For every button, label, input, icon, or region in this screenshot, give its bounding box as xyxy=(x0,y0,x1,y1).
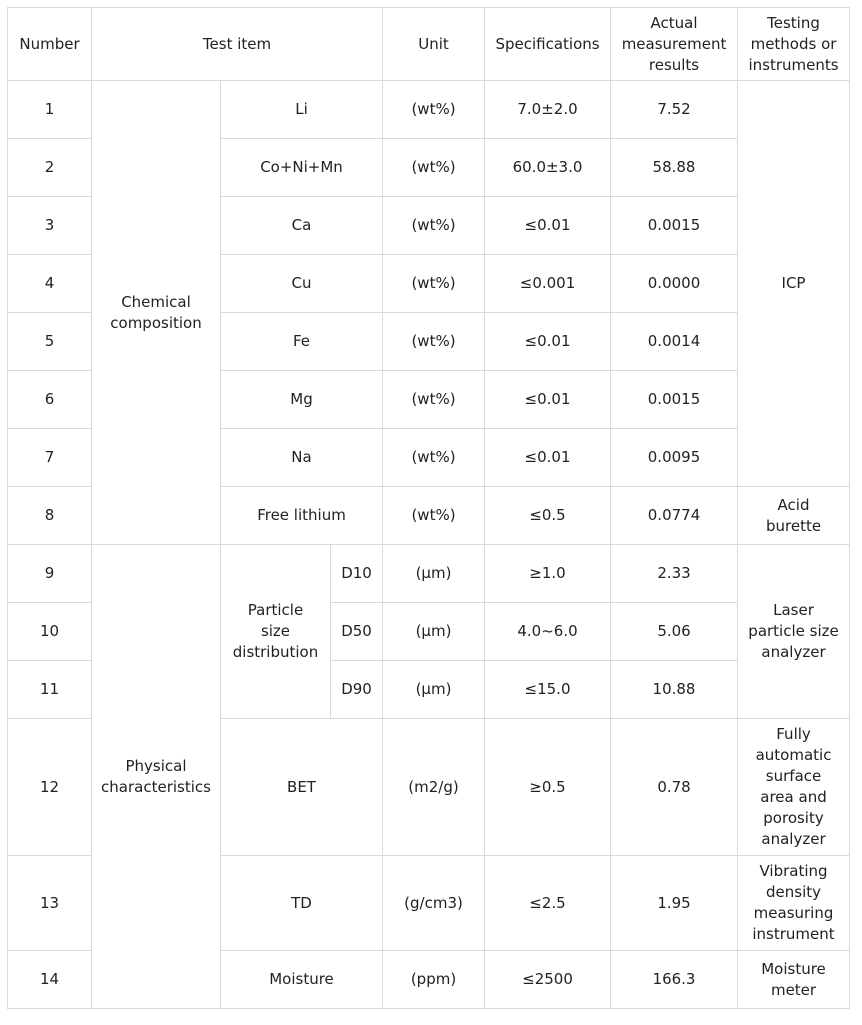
method-icp: ICP xyxy=(738,81,850,487)
measurement-result: 0.0014 xyxy=(611,313,738,371)
specification: ≥1.0 xyxy=(485,545,611,603)
measurement-result: 0.0095 xyxy=(611,429,738,487)
specification: ≤15.0 xyxy=(485,661,611,719)
measurement-result: 2.33 xyxy=(611,545,738,603)
unit: (ppm) xyxy=(383,951,485,1009)
unit: (m2/g) xyxy=(383,719,485,856)
group-particle-size-distribution: Particle size distribution xyxy=(221,545,331,719)
unit: (g/cm3) xyxy=(383,856,485,951)
measurement-result: 0.0774 xyxy=(611,487,738,545)
test-item: Na xyxy=(221,429,383,487)
measurement-result: 1.95 xyxy=(611,856,738,951)
test-item: Free lithium xyxy=(221,487,383,545)
group-chemical-composition: Chemical composition xyxy=(92,81,221,545)
header-test-item: Test item xyxy=(92,8,383,81)
unit: (μm) xyxy=(383,603,485,661)
specification: 60.0±3.0 xyxy=(485,139,611,197)
specification: ≤0.5 xyxy=(485,487,611,545)
specification: 7.0±2.0 xyxy=(485,81,611,139)
method-laser-analyzer: Laser particle size analyzer xyxy=(738,545,850,719)
header-specifications: Specifications xyxy=(485,8,611,81)
measurement-result: 166.3 xyxy=(611,951,738,1009)
specification: ≤0.001 xyxy=(485,255,611,313)
row-number: 9 xyxy=(8,545,92,603)
row-number: 10 xyxy=(8,603,92,661)
row-number: 1 xyxy=(8,81,92,139)
measurement-result: 10.88 xyxy=(611,661,738,719)
measurement-result: 7.52 xyxy=(611,81,738,139)
measurement-result: 0.0015 xyxy=(611,197,738,255)
test-item: D50 xyxy=(331,603,383,661)
row-number: 2 xyxy=(8,139,92,197)
header-number: Number xyxy=(8,8,92,81)
specification: ≥0.5 xyxy=(485,719,611,856)
unit: (wt%) xyxy=(383,429,485,487)
group-physical-characteristics: Physical characteristics xyxy=(92,545,221,1009)
test-results-table xyxy=(7,7,850,1009)
row-number: 12 xyxy=(8,719,92,856)
test-item: Cu xyxy=(221,255,383,313)
unit: (wt%) xyxy=(383,197,485,255)
specification: ≤0.01 xyxy=(485,429,611,487)
measurement-result: 58.88 xyxy=(611,139,738,197)
row-number: 14 xyxy=(8,951,92,1009)
unit: (wt%) xyxy=(383,81,485,139)
row-number: 3 xyxy=(8,197,92,255)
test-item: TD xyxy=(221,856,383,951)
method-moisture-meter: Moisture meter xyxy=(738,951,850,1009)
unit: (μm) xyxy=(383,545,485,603)
method-vibrating-density: Vibrating density measuring instrument xyxy=(738,856,850,951)
row-number: 6 xyxy=(8,371,92,429)
row-number: 4 xyxy=(8,255,92,313)
unit: (μm) xyxy=(383,661,485,719)
header-actual-results: Actual measurement results xyxy=(611,8,738,81)
unit: (wt%) xyxy=(383,487,485,545)
test-item: Fe xyxy=(221,313,383,371)
table-row xyxy=(8,81,850,139)
header-testing-methods: Testing methods or instruments xyxy=(738,8,850,81)
table-row xyxy=(8,545,850,603)
measurement-result: 0.0000 xyxy=(611,255,738,313)
header-unit: Unit xyxy=(383,8,485,81)
test-item: BET xyxy=(221,719,383,856)
test-item: Mg xyxy=(221,371,383,429)
row-number: 11 xyxy=(8,661,92,719)
test-item: Ca xyxy=(221,197,383,255)
unit: (wt%) xyxy=(383,313,485,371)
test-item: D10 xyxy=(331,545,383,603)
unit: (wt%) xyxy=(383,371,485,429)
measurement-result: 5.06 xyxy=(611,603,738,661)
row-number: 5 xyxy=(8,313,92,371)
unit: (wt%) xyxy=(383,255,485,313)
specification: ≤0.01 xyxy=(485,371,611,429)
specification: ≤0.01 xyxy=(485,197,611,255)
measurement-result: 0.0015 xyxy=(611,371,738,429)
method-bet-analyzer: Fully automatic surface area and porosity analyzer xyxy=(738,719,850,856)
specification: ≤2500 xyxy=(485,951,611,1009)
test-item: Co+Ni+Mn xyxy=(221,139,383,197)
row-number: 13 xyxy=(8,856,92,951)
test-item: Moisture xyxy=(221,951,383,1009)
specification: 4.0~6.0 xyxy=(485,603,611,661)
row-number: 7 xyxy=(8,429,92,487)
test-item: D90 xyxy=(331,661,383,719)
specification: ≤0.01 xyxy=(485,313,611,371)
method-acid-burette: Acid burette xyxy=(738,487,850,545)
row-number: 8 xyxy=(8,487,92,545)
header-row xyxy=(8,8,850,81)
unit: (wt%) xyxy=(383,139,485,197)
measurement-result: 0.78 xyxy=(611,719,738,856)
test-item: Li xyxy=(221,81,383,139)
specification: ≤2.5 xyxy=(485,856,611,951)
